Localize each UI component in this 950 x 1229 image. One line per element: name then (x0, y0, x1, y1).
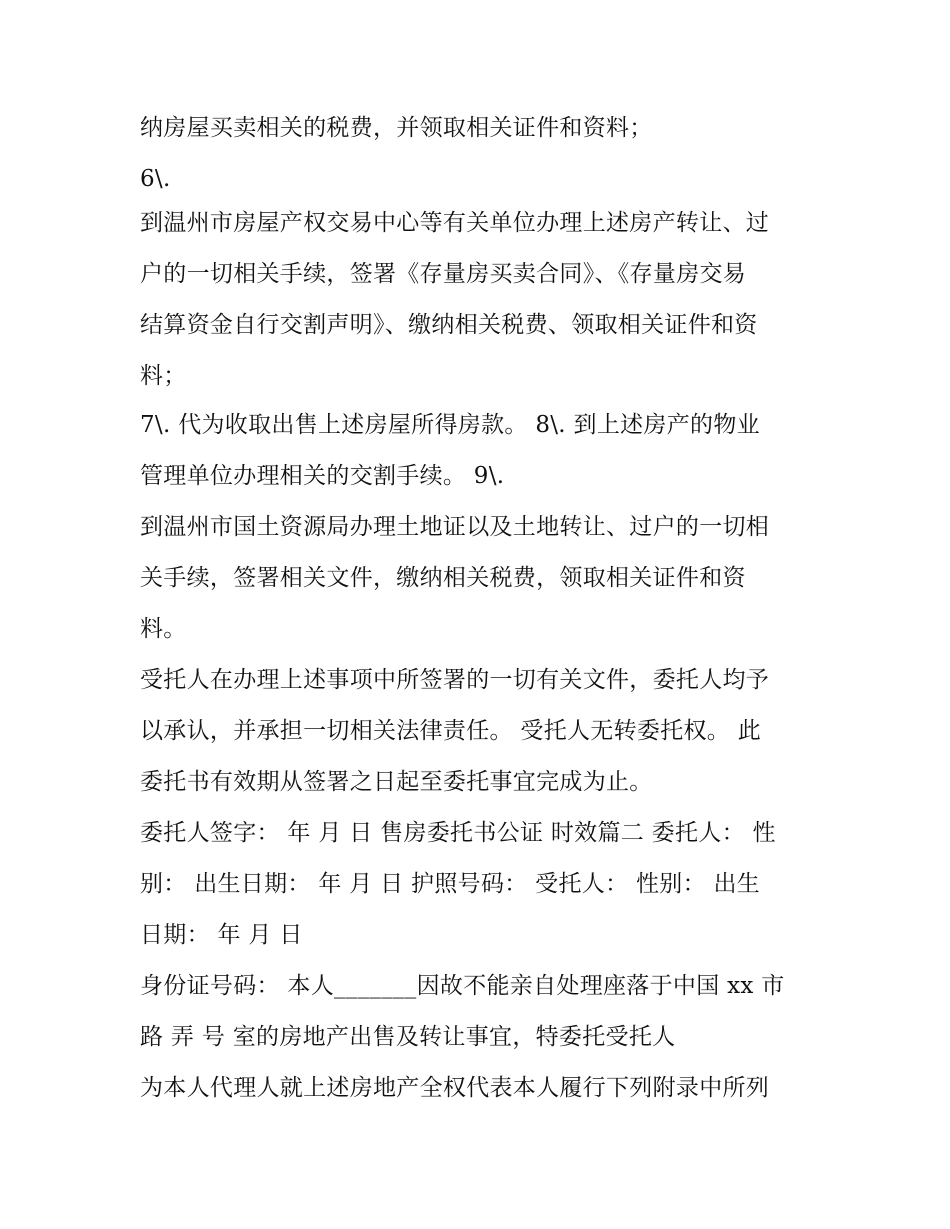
text-line: 关手续，签署相关文件，缴纳相关税费，领取相关证件和资 (140, 565, 746, 591)
text-line: 日期： 年 月 日 (140, 922, 303, 948)
text-line: 户的一切相关手续，签署《存量房买卖合同》、《存量房交易 (140, 261, 747, 287)
text-line: 料。 (140, 616, 187, 642)
text-line: 为本人代理人就上述房地产全权代表本人履行下列附录中所列 (140, 1075, 770, 1101)
text-line: 身份证号码： 本人_______因故不能亲自处理座落于中国 xx 市 (140, 973, 785, 999)
text-line: 到温州市国土资源局办理土地证以及土地转让、过户的一切相 (140, 514, 770, 540)
text-line: 管理单位办理相关的交割手续。 9\. (140, 463, 505, 489)
text-line: 料； (140, 363, 187, 389)
text-line: 委托人签字： 年 月 日 售房委托书公证 时效篇二 委托人： 性 (140, 820, 776, 846)
text-line: 委托书有效期从签署之日起至委托事宜完成为止。 (140, 769, 653, 795)
text-line: 结算资金自行交割声明》、缴纳相关税费、领取相关证件和资 (140, 312, 758, 338)
text-line: 7\. 代为收取出售上述房屋所得房款。 8\. 到上述房产的物业 (140, 412, 760, 438)
text-line: 受托人在办理上述事项中所签署的一切有关文件，委托人均予 (140, 667, 770, 693)
text-line: 路 弄 号 室的房地产出售及转让事宜，特委托受托人 (140, 1024, 676, 1050)
text-line: 以承认，并承担一切相关法律责任。 受托人无转委托权。 此 (140, 718, 762, 744)
text-line: 纳房屋买卖相关的税费，并领取相关证件和资料； (140, 115, 653, 141)
text-line: 别： 出生日期： 年 月 日 护照号码： 受托人： 性别： 出生 (140, 871, 761, 897)
text-line: 6\. (140, 166, 171, 192)
text-line: 到温州市房屋产权交易中心等有关单位办理上述房产转让、过 (140, 210, 770, 236)
